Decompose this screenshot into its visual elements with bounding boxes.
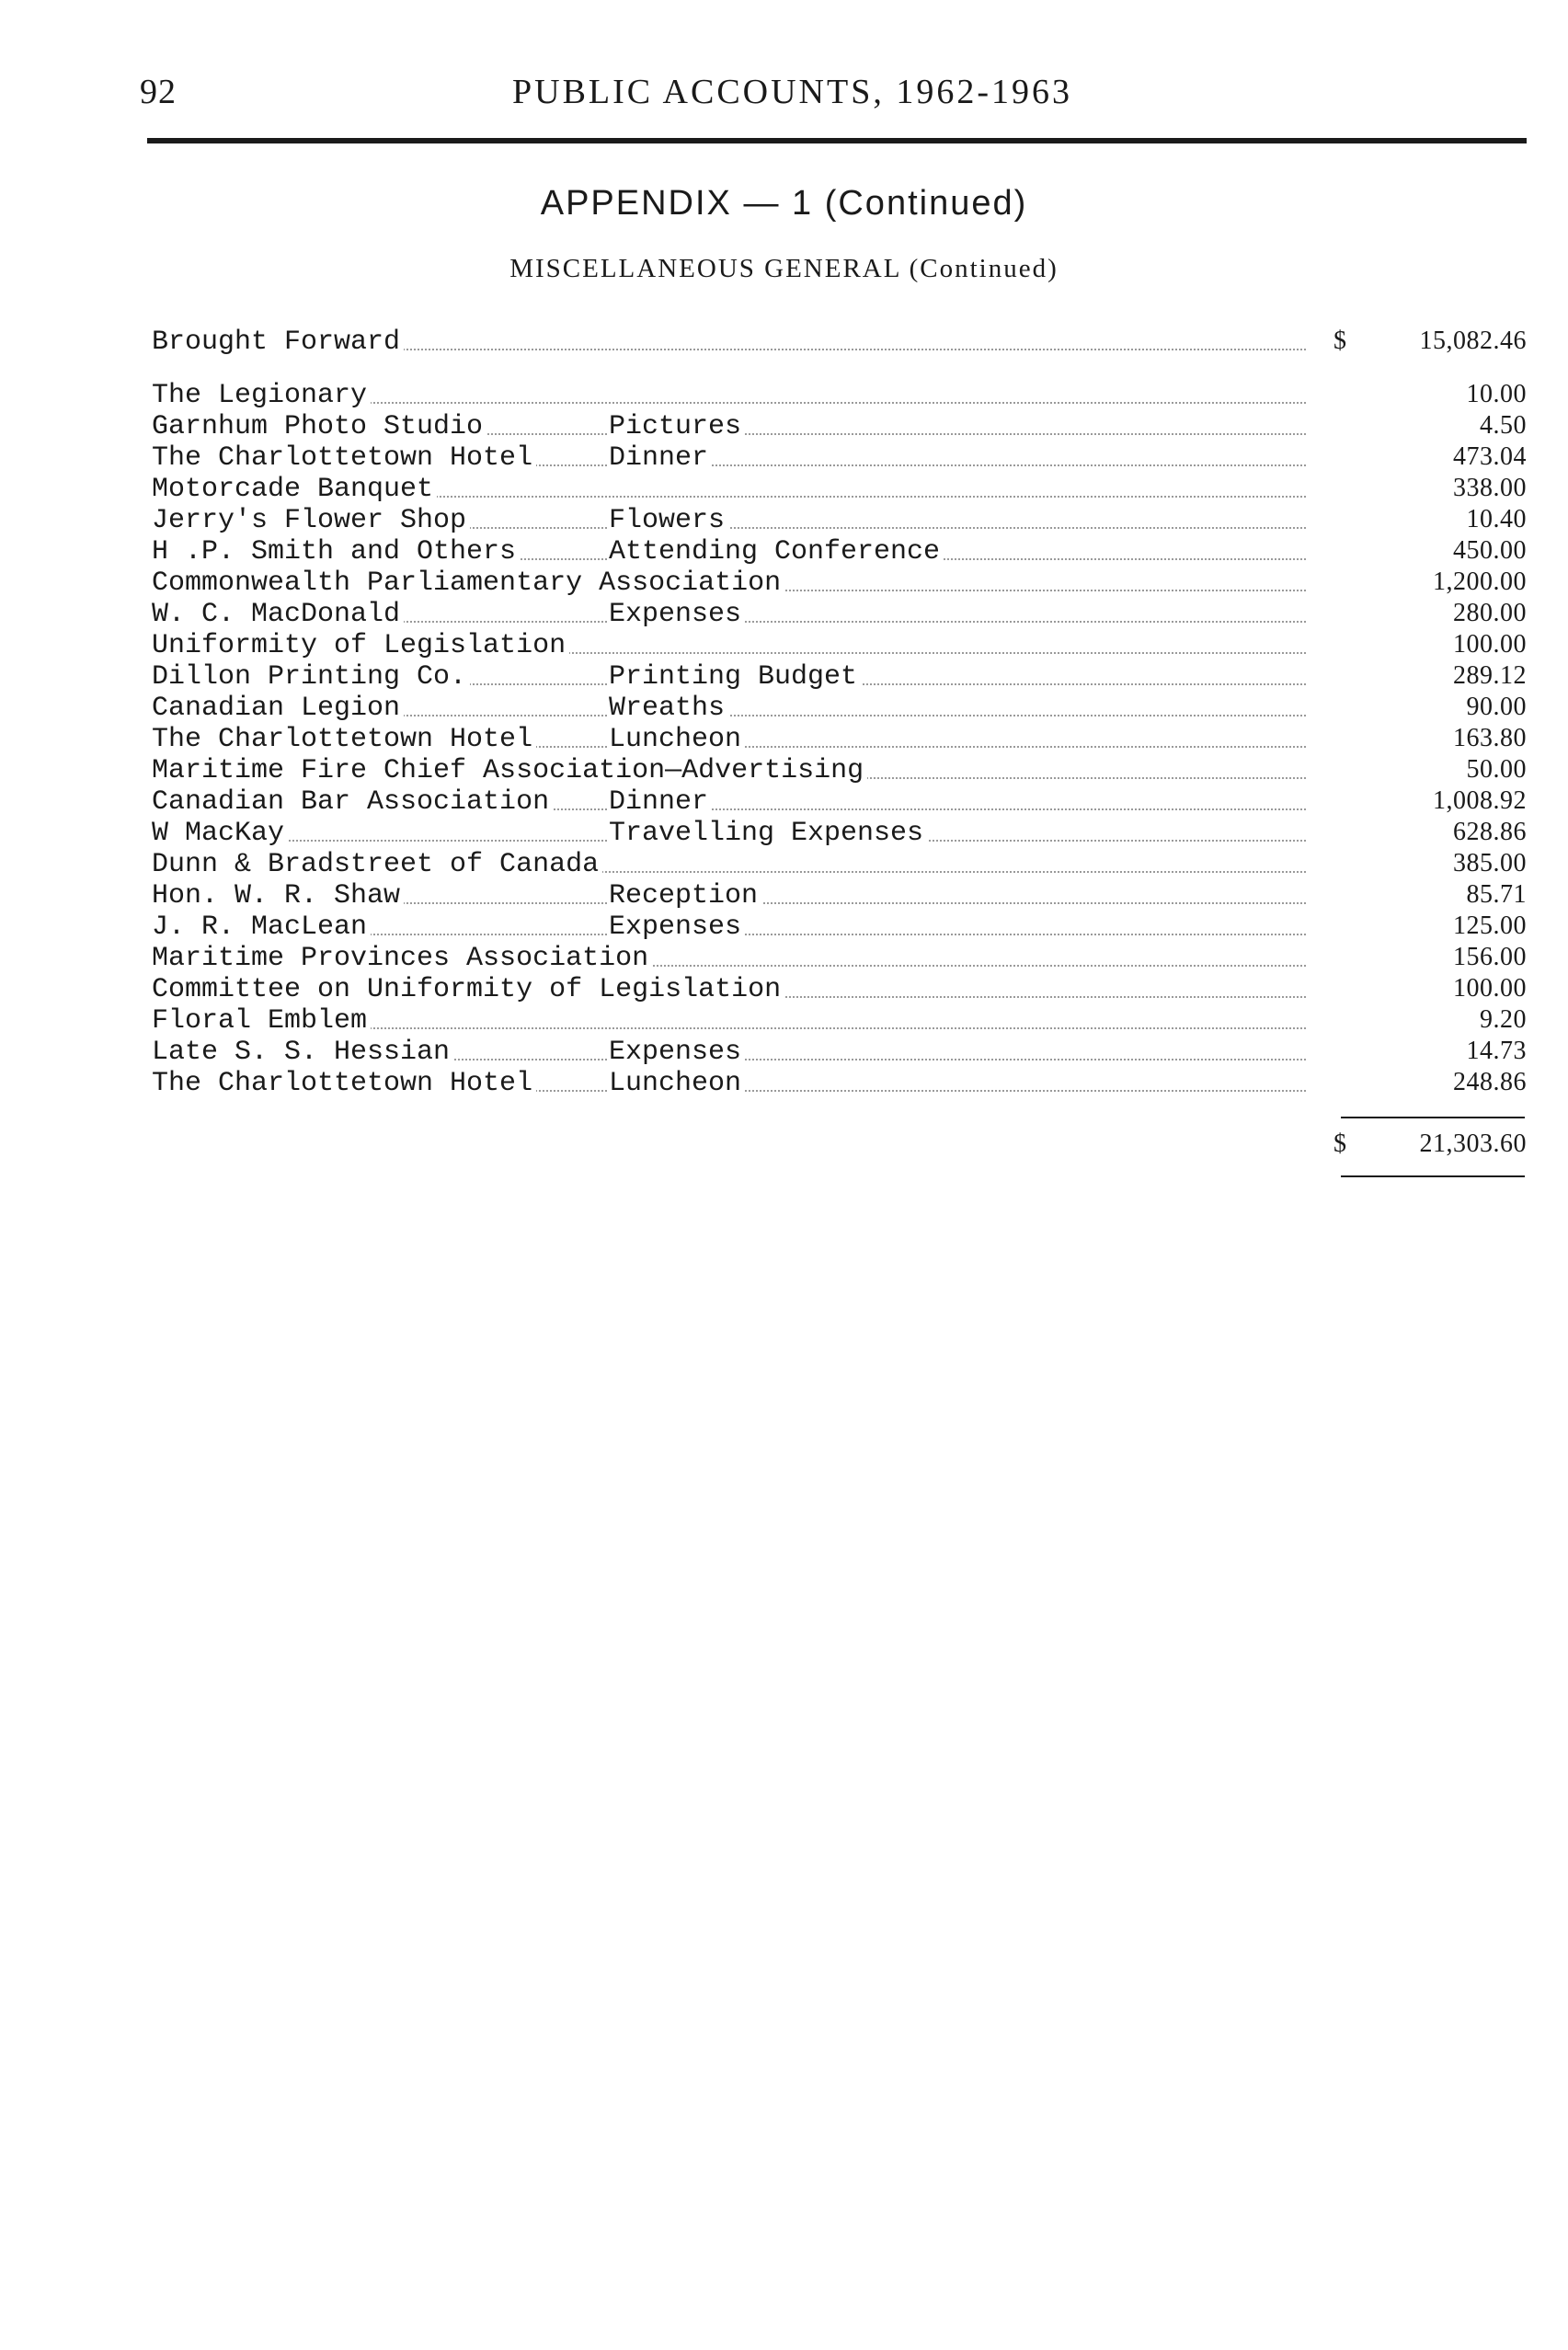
amount-cell: 1,200.00 [1433,567,1527,596]
amount-cell: 100.00 [1453,974,1527,1003]
payee-cell: W. C. MacDonald [152,599,404,630]
running-head: PUBLIC ACCOUNTS, 1962-1963 [512,73,1072,111]
total-row [1333,1129,1527,1163]
total-currency-symbol: $ [1333,1129,1346,1158]
payee-cell: W MacKay [152,818,288,849]
amount-cell: 10.40 [1466,505,1527,533]
payee-cell: The Legionary [152,380,371,411]
table-row [152,442,1527,473]
purpose-cell: Expenses [607,911,745,943]
brought-forward-amount: 15,082.46 [1419,327,1527,355]
payee-cell: Jerry's Flower Shop [152,505,470,536]
payee-cell: Hon. W. R. Shaw [152,880,404,911]
amount-cell: 628.86 [1453,818,1527,846]
table-row [152,911,1527,942]
table-row [152,599,1527,629]
table-row [152,755,1527,785]
payee-cell: H .P. Smith and Others [152,536,520,567]
amount-cell: 248.86 [1453,1068,1527,1096]
total-underline [1341,1175,1525,1179]
purpose-cell: Flowers [607,505,728,536]
payee-cell: Maritime Provinces Association [152,943,652,974]
purpose-cell: Dinner [607,786,712,818]
purpose-cell: Luncheon [607,724,745,755]
amount-cell: 10.00 [1466,380,1527,408]
table-row [152,1068,1527,1098]
amount-cell: 14.73 [1466,1037,1527,1065]
table-row [152,880,1527,911]
brought-forward-label: Brought Forward [152,327,404,358]
payee-cell: Maritime Fire Chief Association—Advertising [152,755,867,786]
purpose-cell: Pictures [607,411,745,442]
page-number: 92 [140,73,177,111]
page-header [140,72,1519,127]
table-row [152,1005,1527,1036]
currency-symbol: $ [1333,327,1346,355]
section-subtitle: MISCELLANEOUS GENERAL (Continued) [509,254,1059,283]
amount-cell: 9.20 [1480,1005,1527,1034]
header-rule [147,138,1527,143]
amount-cell: 156.00 [1453,943,1527,971]
payee-cell: Canadian Bar Association [152,786,553,818]
table-row [152,974,1527,1004]
table-row [152,380,1527,410]
purpose-cell: Wreaths [607,693,728,724]
purpose-cell: Dinner [607,442,712,474]
purpose-cell: Travelling Expenses [607,818,927,849]
payee-cell: Committee on Uniformity of Legislation [152,974,784,1005]
purpose-cell: Luncheon [607,1068,745,1099]
payee-cell: Commonwealth Parliamentary Association [152,567,784,599]
payee-cell: The Charlottetown Hotel [152,724,536,755]
table-row [152,724,1527,754]
purpose-cell: Expenses [607,1037,745,1068]
table-row [152,943,1527,973]
amount-cell: 4.50 [1480,411,1527,440]
table-row [152,630,1527,660]
brought-forward-row [152,327,1527,357]
amount-cell: 125.00 [1453,911,1527,940]
table-row [152,849,1527,879]
payee-cell: Motorcade Banquet [152,474,437,505]
payee-cell: Floral Emblem [152,1005,371,1037]
table-row [152,536,1527,567]
table-row [152,661,1527,692]
amount-cell: 289.12 [1453,661,1527,690]
amount-cell: 163.80 [1453,724,1527,752]
amount-cell: 473.04 [1453,442,1527,471]
payee-cell: Uniformity of Legislation [152,630,569,661]
amount-cell: 90.00 [1466,693,1527,721]
table-row [152,1037,1527,1067]
payee-cell: Canadian Legion [152,693,404,724]
amount-cell: 50.00 [1466,755,1527,784]
amount-cell: 338.00 [1453,474,1527,502]
purpose-cell: Printing Budget [607,661,861,693]
table-row [152,786,1527,817]
table-row [152,818,1527,848]
table-row [152,505,1527,535]
amount-cell: 280.00 [1453,599,1527,627]
amount-cell: 85.71 [1466,880,1527,909]
table-row [152,567,1527,598]
appendix-title: APPENDIX — 1 (Continued) [540,184,1028,223]
table-row [152,411,1527,441]
purpose-cell: Reception [607,880,761,911]
purpose-cell: Expenses [607,599,745,630]
amount-cell: 100.00 [1453,630,1527,659]
payee-cell: The Charlottetown Hotel [152,442,536,474]
amount-cell: 450.00 [1453,536,1527,565]
payee-cell: Dillon Printing Co. [152,661,470,693]
payee-cell: The Charlottetown Hotel [152,1068,536,1099]
payee-cell: Garnhum Photo Studio [152,411,486,442]
table-row [152,693,1527,723]
purpose-cell: Attending Conference [607,536,944,567]
total-amount: 21,303.60 [1419,1129,1527,1158]
payee-cell: Late S. S. Hessian [152,1037,453,1068]
amount-cell: 385.00 [1453,849,1527,877]
payee-cell: Dunn & Bradstreet of Canada [152,849,602,880]
amount-cell: 1,008.92 [1433,786,1527,815]
sum-rule [1341,1117,1525,1118]
table-row [152,474,1527,504]
payee-cell: J. R. MacLean [152,911,371,943]
